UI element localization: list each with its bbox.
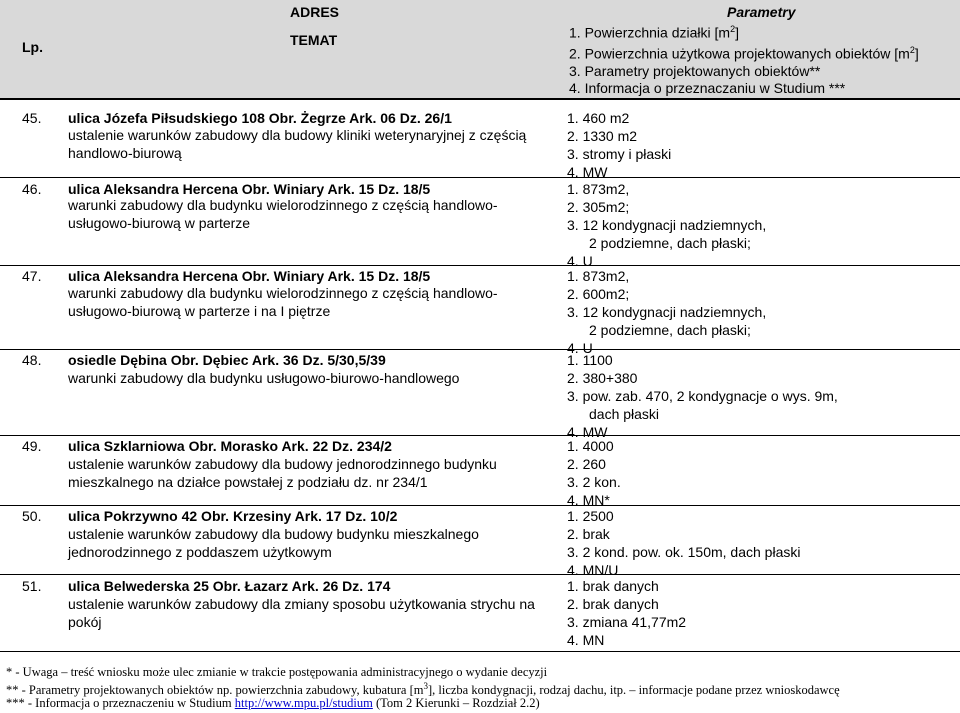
param-line: 2 podziemne, dach płaski; (589, 322, 751, 338)
param-line: 3. 2 kon. (567, 474, 621, 490)
param-line: 2. 260 (567, 456, 606, 472)
row-topic: warunki zabudowy dla budynku usługowo-biurowo-handlowego (68, 370, 460, 386)
param-line: 1. 1100 (567, 352, 613, 368)
row-topic: warunki zabudowy dla budynku wielorodzinnego z częścią handlowo-usługowo-biurową w parterze (68, 197, 498, 231)
param-line: 2. 305m2; (567, 199, 630, 215)
row-topic: ustalenie warunków zabudowy dla budowy jednorodzinnego budynku mieszkalnego na działce powstałej z podziału dz. nr 234/1 (68, 456, 497, 490)
param-line: 3. 12 kondygnacji nadziemnych, (567, 304, 767, 320)
row-address: ulica Belwederska 25 Obr. Łazarz Ark. 26 Dz. 174 (68, 578, 391, 594)
row-topic: ustalenie warunków zabudowy dla zmiany sposobu użytkowania strychu na pokój (68, 596, 535, 630)
row-params (567, 507, 800, 579)
param-line: 4. MW (567, 424, 608, 440)
row-address: ulica Józefa Piłsudskiego 108 Obr. Żegrze Ark. 06 Dz. 26/1 (68, 110, 452, 126)
row-address: osiedle Dębina Obr. Dębiec Ark. 36 Dz. 5/30,5/39 (68, 352, 386, 368)
param-line: 2. 380+380 (567, 370, 638, 386)
footnote-2: ** - Parametry projektowanych obiektów np. powierzchnia zabudowy, kubatura $[m^3]$, liczba kondygnacji, rodzaj dachu, itp. – informacje podane przez wnioskodawcę (6, 681, 840, 698)
table-bottom-border (0, 651, 960, 652)
row-number: 50. (22, 508, 42, 524)
row-params (567, 437, 621, 509)
param-line: 1. 873m2, (567, 268, 630, 284)
param-line: 1. 2500 (567, 508, 614, 524)
param-line: 4. MN* (567, 492, 610, 508)
param-line: 1. brak danych (567, 578, 659, 594)
row-number: 47. (22, 268, 42, 284)
param-line: 2. 1330 m2 (567, 128, 638, 144)
row-params (567, 109, 671, 181)
param-line: 2. 600m2; (567, 286, 630, 302)
row-address: ulica Aleksandra Hercena Obr. Winiary Ark. 15 Dz. 18/5 (68, 181, 431, 197)
param-line: 1. 4000 (567, 438, 614, 454)
header-param-4: 4. Informacja o przeznaczaniu w Studium *** (569, 80, 846, 97)
param-line: 4. U (567, 253, 593, 269)
param-line: 3. 12 kondygnacji nadziemnych, (567, 217, 767, 233)
row-divider (0, 574, 960, 575)
header-param-list (569, 21, 919, 98)
row-params (567, 577, 686, 649)
param-line: 4. U (567, 340, 593, 356)
header-param-3: 3. Parametry projektowanych obiektów** (569, 62, 821, 79)
row-address: ulica Aleksandra Hercena Obr. Winiary Ark. 15 Dz. 18/5 (68, 268, 431, 284)
param-line: 2 podziemne, dach płaski; (589, 235, 751, 251)
footnote-1: * - Uwaga – treść wniosku może ulec zmianie w trakcie postępowania administracyjnego o wydanie decyzji (6, 665, 548, 679)
row-divider (0, 505, 960, 506)
row-divider (0, 435, 960, 436)
param-line: 4. MW (567, 164, 608, 180)
param-line: 1. 460 m2 (567, 110, 630, 126)
param-line: 4. MN (567, 632, 605, 648)
row-number: 46. (22, 181, 42, 197)
param-line: 1. 873m2, (567, 181, 630, 197)
row-number: 48. (22, 352, 42, 368)
row-topic: ustalenie warunków zabudowy dla budowy kliniki weterynaryjnej z częścią handlowo-biurową (68, 127, 527, 161)
header-divider (0, 98, 960, 100)
param-line: 3. pow. zab. 470, 2 kondygnacje o wys. 9m, (567, 388, 838, 404)
param-line: 3. stromy i płaski (567, 146, 672, 162)
studium-link[interactable]: http://www.mpu.pl/studium (234, 696, 373, 710)
row-topic: ustalenie warunków zabudowy dla budowy budynku mieszkalnego jednorodzinnego z poddaszem użytkowym (68, 526, 479, 560)
row-divider (0, 177, 960, 178)
header-temat: TEMAT (290, 32, 338, 48)
header-adres: ADRES (290, 4, 340, 20)
row-params (567, 267, 766, 357)
param-line: 3. zmiana 41,77m2 (567, 614, 687, 630)
header-parametry: Parametry (727, 4, 796, 20)
row-topic: warunki zabudowy dla budynku wielorodzinnego z częścią handlowo-usługowo-biurową w parterze i na I piętrze (68, 285, 498, 319)
row-number: 51. (22, 578, 42, 594)
row-divider (0, 349, 960, 350)
param-line: 2. brak (567, 526, 610, 542)
header-lp: Lp. (22, 39, 43, 55)
row-number: 45. (22, 110, 42, 126)
row-address: ulica Szklarniowa Obr. Morasko Ark. 22 Dz. 234/2 (68, 438, 392, 454)
param-line: 2. brak danych (567, 596, 659, 612)
row-address: ulica Pokrzywno 42 Obr. Krzesiny Ark. 17 Dz. 10/2 (68, 508, 398, 524)
param-line: 3. 2 kond. pow. ok. 150m, dach płaski (567, 544, 801, 560)
row-params (567, 180, 766, 270)
row-params (567, 351, 838, 441)
header-param-1: 1. Powierzchnia działki $[m^2]$ (569, 24, 739, 41)
row-number: 49. (22, 438, 42, 454)
param-line: 4. MN/U (567, 562, 619, 578)
param-line: dach płaski (589, 406, 660, 422)
footnote-3: *** - Informacja o przeznaczeniu w Studium http://www.mpu.pl/studium (Tom 2 Kierunki – Rozdział 2.2) (6, 696, 540, 710)
header-param-2: 2. Powierzchnia użytkowa projektowanych obiektów $[m^2]$ (569, 44, 919, 62)
row-divider (0, 265, 960, 266)
